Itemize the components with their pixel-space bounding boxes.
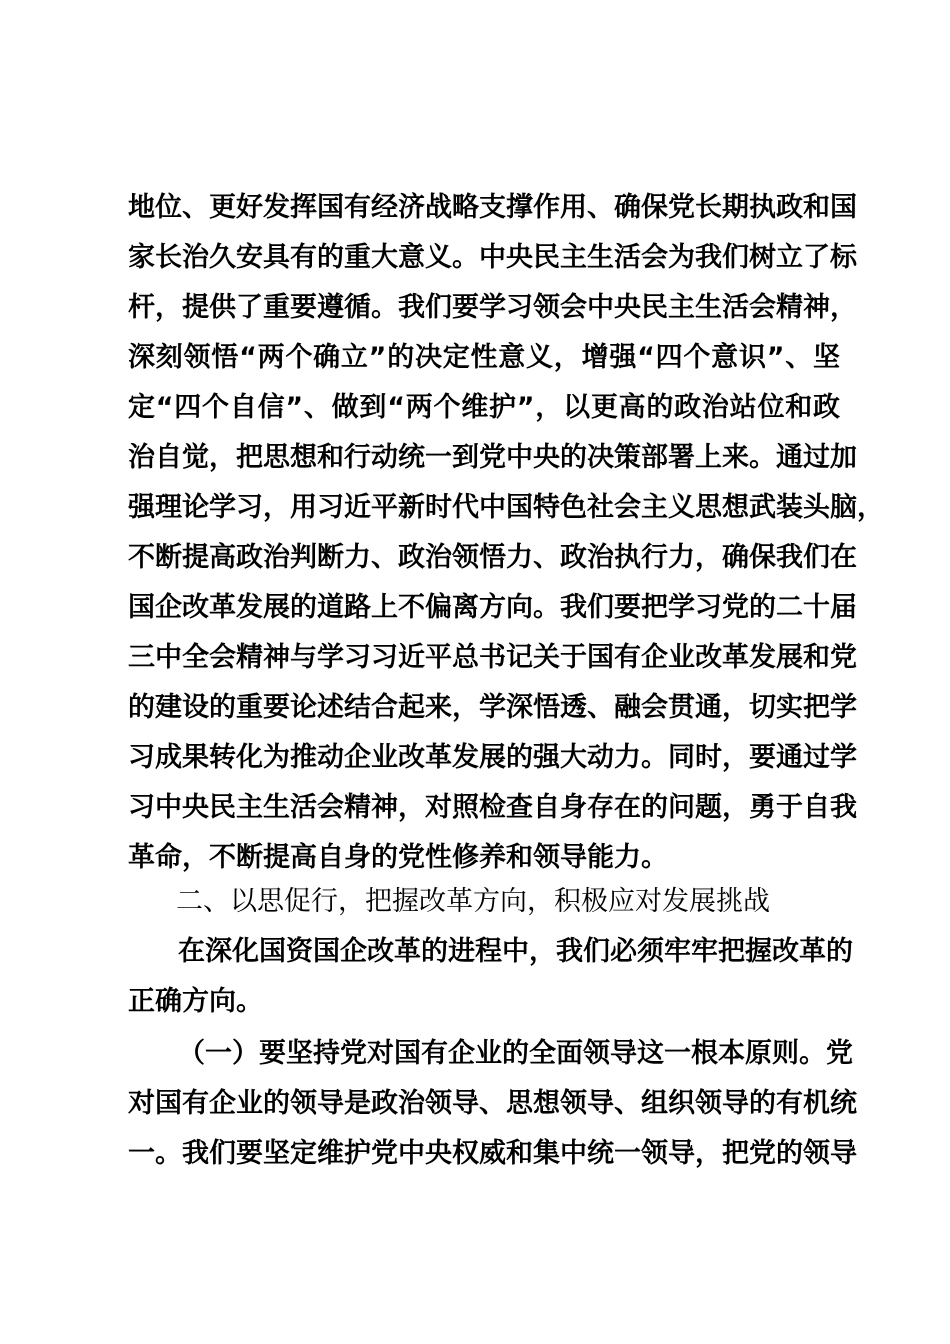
body-text-line: 强理论学习，用习近平新时代中国特色社会主义思想武装头脑， xyxy=(128,492,884,523)
body-text-line: 家长治久安具有的重大意义。中央民主生活会为我们树立了标 xyxy=(128,242,857,273)
body-text-line: （一）要坚持党对国有企业的全面领导这一根本原则。党 xyxy=(178,1038,853,1069)
body-text-line: 对国有企业的领导是政治领导、思想领导、组织领导的有机统 xyxy=(128,1088,857,1119)
body-text-line: 定“四个自信”、做到“两个维护”，以更高的政治站位和政 xyxy=(128,392,840,423)
body-text-line: 在深化国资国企改革的进程中，我们必须牢牢把握改革的 xyxy=(178,936,853,967)
body-text-line: 国企改革发展的道路上不偏离方向。我们要把学习党的二十届 xyxy=(128,592,857,623)
body-text-line: 治自觉，把思想和行动统一到党中央的决策部署上来。通过加 xyxy=(128,442,857,473)
body-text-line: 杆，提供了重要遵循。我们要学习领会中央民主生活会精神， xyxy=(128,292,857,323)
body-text-line: 的建设的重要论述结合起来，学深悟透、融会贯通，切实把学 xyxy=(128,692,857,723)
body-text-line: 不断提高政治判断力、政治领悟力、政治执行力，确保我们在 xyxy=(128,542,857,573)
body-text-line: 习成果转化为推动企业改革发展的强大动力。同时，要通过学 xyxy=(128,742,857,773)
body-text-line: 正确方向。 xyxy=(128,986,263,1017)
body-text-line: 三中全会精神与学习习近平总书记关于国有企业改革发展和党 xyxy=(128,642,857,673)
body-text-line: 深刻领悟“两个确立”的决定性意义，增强“四个意识”、坚 xyxy=(128,342,840,373)
body-text-line: 一。我们要坚定维护党中央权威和集中统一领导，把党的领导 xyxy=(128,1138,857,1169)
body-text-line: 地位、更好发挥国有经济战略支撑作用、确保党长期执政和国 xyxy=(128,192,857,223)
section-heading: 二、以思促行，把握改革方向，积极应对发展挑战 xyxy=(176,886,770,917)
body-text-line: 习中央民主生活会精神，对照检查自身存在的问题，勇于自我 xyxy=(128,792,857,823)
body-text-line: 革命，不断提高自身的党性修养和领导能力。 xyxy=(128,842,668,873)
